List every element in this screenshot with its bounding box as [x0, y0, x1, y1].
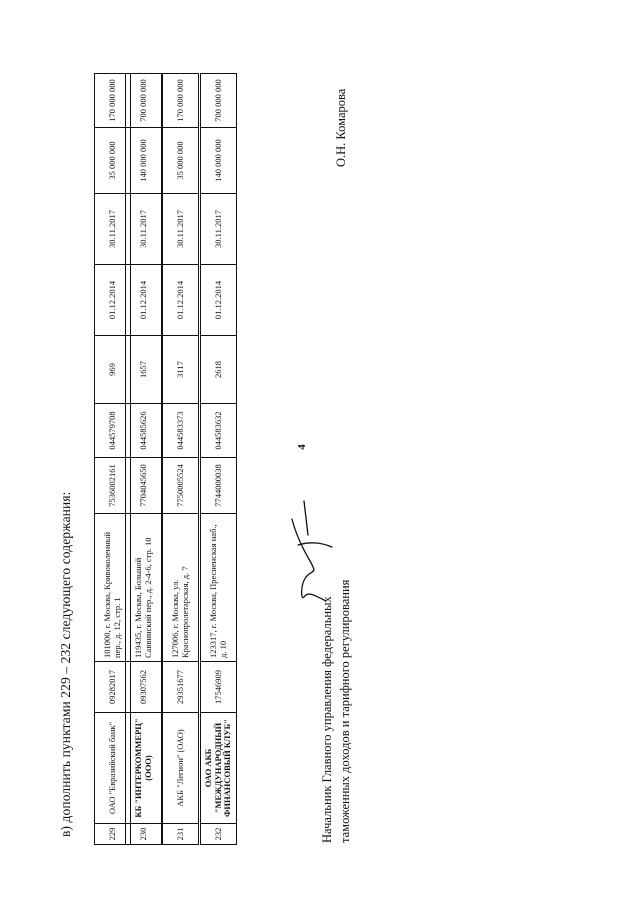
row-number: 231 — [163, 823, 198, 844]
bank-name: ОАО "Евразийский банк" — [95, 712, 130, 823]
amount-single: 140 000 000 — [201, 127, 236, 193]
inn: 7536002161 — [95, 457, 130, 513]
license-code: 2618 — [201, 335, 236, 403]
start-date: 01.12.2014 — [201, 264, 236, 335]
end-date: 30.11.2017 — [201, 193, 236, 264]
row-number: 230 — [126, 823, 161, 844]
bank-address: 101000, г. Москва, Кривоколенный пер., д. 12, стр. 1 — [95, 513, 130, 661]
bank-name: АКБ "Легион" (ОАО) — [163, 712, 198, 823]
signer-title-line-1: Начальник Главного управления федеральных — [320, 596, 334, 843]
bik: 044583373 — [163, 403, 198, 457]
handwritten-signature-icon — [286, 495, 338, 605]
end-date: 30.11.2017 — [163, 193, 198, 264]
reg-number: 29351677 — [163, 661, 198, 712]
reg-number: 17546909 — [201, 661, 236, 712]
row-number: 232 — [201, 823, 236, 844]
amount-total: 170 000 000 — [174, 79, 185, 122]
inn: 7750005524 — [163, 457, 198, 513]
bank-name: КБ "ИНТЕРКОММЕРЦ" (ООО) — [126, 712, 161, 823]
bank-address: 123317, г. Москва, Пресненская наб., д. 10 — [201, 513, 236, 661]
amount-single: 140 000 000 — [126, 127, 161, 193]
license-code: 3117 — [163, 335, 198, 403]
amount-single: 35 000 000 — [95, 127, 130, 193]
table-row — [200, 73, 237, 845]
bik: 044583632 — [201, 403, 236, 457]
inn: 7704045650 — [126, 457, 161, 513]
bank-address: 127006, г. Москва, ул. Краснопролетарская, д. 7 — [163, 513, 198, 661]
inn: 7744000038 — [201, 457, 236, 513]
start-date: 01.12.2014 — [163, 264, 198, 335]
end-date: 30.11.2017 — [95, 193, 130, 264]
license-code: 969 — [95, 335, 130, 403]
amount-total: 170 000 000 — [106, 79, 117, 122]
start-date: 01.12.2014 — [126, 264, 161, 335]
amount-total: 700 000 000 — [137, 79, 148, 122]
page-number: 4 — [295, 444, 308, 450]
reg-number: 09307562 — [126, 661, 161, 712]
license-code: 1657 — [126, 335, 161, 403]
amount-single: 35 000 000 — [163, 127, 198, 193]
bank-name: ОАО АКБ "МЕЖДУНАРОДНЫЙ ФИНАНСОВЫЙ КЛУБ" — [201, 712, 236, 823]
intro-text: в) дополнить пунктами 229 – 232 следующего содержания: — [58, 491, 73, 837]
signer-title-line-2: таможенных доходов и тарифного регулирования — [338, 579, 353, 843]
bik: 044579708 — [95, 403, 130, 457]
reg-number: 09282017 — [95, 661, 130, 712]
start-date: 01.12.2014 — [95, 264, 130, 335]
bank-address: 119435, г. Москва, Большой Саввинский пер., д. 2-4-6, стр. 10 — [126, 513, 161, 661]
table-row — [125, 73, 162, 845]
bik: 044585626 — [126, 403, 161, 457]
signer-title — [318, 580, 354, 843]
table-row — [162, 73, 199, 845]
signer-name: О.Н. Комарова — [334, 88, 348, 167]
amount-total: 700 000 000 — [212, 79, 223, 122]
end-date: 30.11.2017 — [126, 193, 161, 264]
row-number: 229 — [95, 823, 130, 844]
